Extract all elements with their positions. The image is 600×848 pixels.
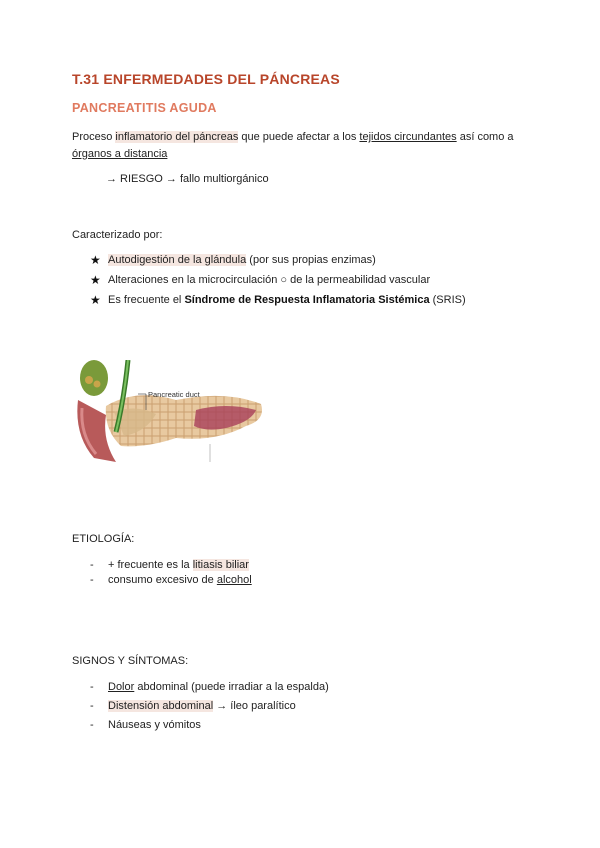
item-text: abdominal (puede irradiar a la espalda) [134,681,329,693]
item-highlight: Distensión abdominal [108,700,214,712]
list-item [90,680,329,699]
star-bullet-icon: ★ [90,253,101,267]
list-item [90,699,329,718]
item-text: + frecuente es la [108,559,193,571]
item-underline: Dolor [108,681,135,693]
list-item [90,558,252,573]
item-text: Náuseas y vómitos [108,719,201,731]
dash-bullet: - [90,574,94,586]
list-item [90,573,252,588]
item-text: → íleo paralítico [213,700,296,712]
item-text: Es frecuente el [108,294,185,306]
dash-bullet: - [90,559,94,571]
item-underline: alcohol [216,574,252,586]
gallbladder-shape [80,360,108,396]
intro-text: Proceso [72,131,116,143]
etiology-heading: ETIOLOGÍA: [72,533,135,545]
characterized-label: Caracterizado por: [72,229,163,241]
star-bullet-icon: ★ [90,293,101,307]
intro-underline: tejidos circundantes [359,131,457,143]
item-text: Alteraciones en la microcirculación ○ de la permeabilidad vascular [108,274,431,286]
item-highlight: litiasis biliar [192,559,249,571]
symptoms-heading: SIGNOS Y SÍNTOMAS: [72,655,189,667]
item-bold: Síndrome de Respuesta Inflamatoria Sistémica [184,294,430,306]
intro-text: así como a [456,131,514,143]
list-item [90,253,466,273]
item-text: (por sus propias enzimas) [246,254,376,266]
dash-bullet: - [90,681,94,693]
list-item [90,273,466,293]
item-text: consumo excesivo de [108,574,217,586]
list-item [90,293,466,313]
intro-underline: órganos a distancia [72,148,168,160]
section-subtitle: PANCREATITIS AGUDA [72,101,217,115]
gallstone-shape [85,376,93,384]
symptoms-list [90,680,329,737]
dash-bullet: - [90,700,94,712]
etiology-list [90,558,252,588]
page-title: T.31 ENFERMEDADES DEL PÁNCREAS [72,71,340,87]
risk-line: → RIESGO → fallo multiorgánico [106,173,269,185]
dash-bullet: - [90,719,94,731]
pancreas-illustration [76,360,272,464]
intro-paragraph [72,129,542,163]
list-item [90,718,329,737]
item-text: (SRIS) [429,294,466,306]
characteristics-list [90,253,466,313]
gallstone-shape [94,381,101,388]
intro-text: que puede afectar a los [238,131,360,143]
figure-label: Pancreatic duct [148,390,200,399]
star-bullet-icon: ★ [90,273,101,287]
item-highlight: Autodigestión de la glándula [108,254,247,266]
intro-highlight: inflamatorio del páncreas [115,131,239,143]
inflamed-region-shape [194,406,256,430]
